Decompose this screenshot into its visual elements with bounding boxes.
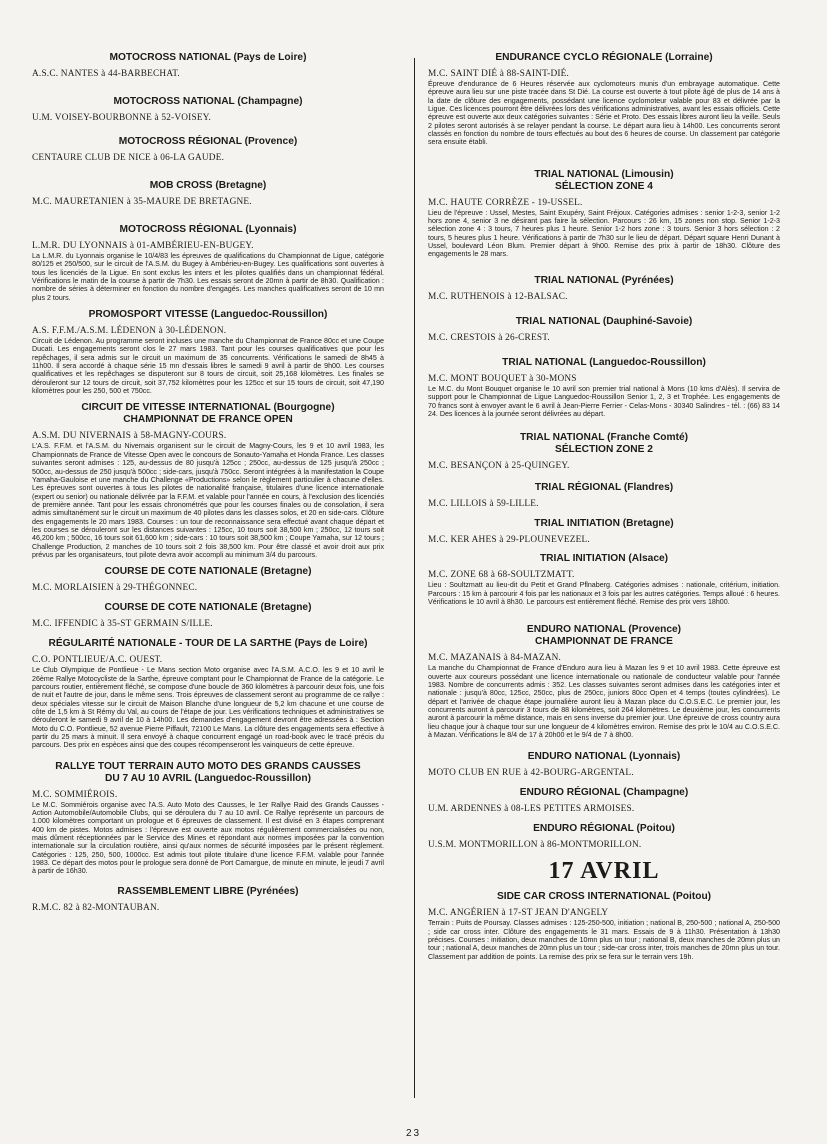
organizer-club: M.C. SAINT DIÉ à 88-SAINT-DIÉ.	[428, 69, 570, 79]
event-subtitle-line: CHAMPIONNAT DE FRANCE OPEN	[123, 414, 293, 426]
event-entry	[32, 566, 384, 593]
event-title-line: MOTOCROSS NATIONAL (Champagne)	[113, 96, 303, 107]
event-entry	[428, 787, 780, 814]
event-entry	[428, 432, 780, 471]
event-description: Terrain : Puits de Poursay. Classes admises : 125-250-500, initiation ; national B, 250-500 ; national A, 250-500 ; side car cross inter. Clôture des engagements le 31 mars. Essais de 9 à 11h30. Présentation à 13h30 précises. Courses : initiation, deux manches de 10mn plus un tour ; national B, deux manches de 20mn plus un tour ; national A, deux manches de 20mn plus un tour ; side-car cross inter, trois manches de 20mn plus un tour. Classement par addition de points. La remise des prix se fera sur le terrain vers 19h.	[428, 919, 780, 961]
event-description: Le Club Olympique de Pontlieue - Le Mans section Moto organise avec l'A.S.M. A.C.O. les 9 et 10 avril le 26ème Rallye Motocycliste de la Sarthe, épreuve comptant pour le Championnat de France de la catégorie. Le parcours routier, entièrement fléché, se compose d'une boucle de 360 kilomètres à parcourir deux fois, une fois de nuit et l'autre de jour, dans le même sens. Trois épreuves de classement seront au programme de ce rallye : deux spéciales vitesse sur le circuit de Maison Blanche d'une longueur de 5,2 km chacune et une course de côte de 1,5 km à St Rémy du Val, au cours de l'étape de jour. Les vérifications techniques et administratives se dérouleront le samedi 9 avril de 10 à 14h00. Les demandes d'engagement devront être adressées à : Section Moto du C.O. Pontlieue, 52 avenue Pierre Piffault, 72100 Le Mans. La clôture des engagements sera effective à partir du 25 mars à minuit. Il sera envoyé à chaque concurrent engagé un road-book avec le tracé précis du parcours. Des prix en espèces ainsi que des coupes récompenseront les vainqueurs de cette épreuve.	[32, 666, 384, 750]
event-title-line: CIRCUIT DE VITESSE INTERNATIONAL (Bourgogne)	[81, 402, 335, 414]
event-title-line: TRIAL NATIONAL (Pyrénées)	[534, 274, 674, 286]
event-title	[428, 52, 780, 64]
event-title-line: COURSE DE COTE NATIONALE (Bretagne)	[104, 602, 312, 614]
event-entry	[428, 751, 780, 778]
event-description: Épreuve d'endurance de 6 Heures réservée aux cyclomoteurs munis d'un embrayage automatique. Cette épreuve aura lieu sur une piste tracée dans St Dié. La course est ouverte à tout pilote âgé de plus de 14 ans à la date de clôture des engagements, possédant une licence cyclomoteur valable pour 83 et délivrée par la Ligue. Ces licences pourront être délivrées lors des vérifications administratives, avant les essais officiels. Cette épreuve est ouverte aux deux catégories suivantes : Série et Proto. Des essais libres auront lieu la veille. Seuls 2 pilotes seront autorisés à se relayer pendant la course. Le départ aura lieu à 14h00. Les concurrents seront classés en fonction du nombre de tours effectués au bout des 6 heures de course. Un classement par catégorie sera ensuite établi.	[428, 80, 780, 147]
event-title-line: PROMOSPORT VITESSE (Languedoc-Roussillon)	[88, 309, 328, 321]
event-subtitle-line: SÉLECTION ZONE 2	[555, 444, 653, 456]
event-title-line: MOTOCROSS RÉGIONAL (Lyonnais)	[119, 224, 297, 235]
event-entry	[428, 553, 780, 606]
event-title-line: TRIAL NATIONAL (Languedoc-Roussillon)	[502, 356, 706, 368]
event-entry	[428, 169, 780, 259]
event-subtitle-line: CHAMPIONNAT DE FRANCE	[535, 636, 673, 648]
event-description: L'A.S. F.F.M. et l'A.S.M. du Nivernais organisent sur le circuit de Magny-Cours, les 9 et 10 avril 1983, les Championnats de France de Vitesse Open avec le concours de Sonauto-Yamaha et Honda France. Les classes suivantes seront admises : 125, au-dessus de 80 jusqu'à 125cc ; 250cc, au-dessus de 125 jusqu'à 250cc ; 500cc, au-dessus de 250 jusqu'à 500cc ; side-cars, jusqu'à 750cc. Seront intégrées à la manifestation la Coupe Yamaha-Gauloise et une manche du Challenge «Productions» selon le règlement particulier à chacune d'elles. Les épreuves sont ouvertes à tous les pilotes de nationalité française, titulaires d'une licence internationale (expert ou senior) ou nationale délivrée par la F.F.M. et valable pour l'année en cours, à l'exclusion des licenciés de première année. Tant pour les essais chronométrés que pour les courses finales ou de consolation, il sera admis simultanément sur le circuit un maximum de 40 pilotes dans les classes solos, et 20 en side-cars. Clôture des engagements le 20 mars 1983. Courses : un tour de reconnaissance sera effectué avant chaque départ et les courses se dérouleront sur les distances suivantes : 125cc, 10 tours soit 38,500 km ; 250cc, 12 tours soit 46,200 km ; 500cc, 16 tours soit 61,600 km ; side-cars : 10 tours soit 38,500 km ; Coupe Yamaha, sur 12 tours ; Challenge Production, 2 manches de 10 tours soit 2 fois 38,500 km. Pour être classé et avoir droit aux prix prévus par les organisateurs, tout pilote devra avoir accompli au minimum 3/4 du parcours.	[32, 442, 384, 559]
event-title-line: ENDURO NATIONAL (Lyonnais)	[527, 751, 681, 763]
event-title-line: MOB CROSS (Bretagne)	[149, 180, 267, 191]
event-entry	[32, 224, 384, 302]
event-title	[428, 275, 780, 287]
event-entry	[32, 96, 384, 123]
organizer-club: U.M. ARDENNES à 08-LES PETITES ARMOISES.	[428, 804, 635, 815]
event-entry	[428, 823, 780, 850]
organizer-club: M.C. MONT BOUQUET à 30-MONS	[428, 373, 577, 384]
event-title	[428, 624, 780, 648]
event-title	[32, 602, 384, 614]
event-title-line: MOTOCROSS NATIONAL (Pays de Loire)	[109, 52, 307, 63]
organizer-club: M.C. MORLAISIEN à 29-THÉGONNEC.	[32, 583, 198, 594]
event-title-line: TRIAL RÉGIONAL (Flandres)	[534, 482, 674, 494]
event-description: Circuit de Lédenon. Au programme seront incluses une manche du Championnat de France 80cc et une Coupe Ducati. Les engagements seront clos le 27 mars 1983. Tant pour les courses qualificatives que pour les repêchages, il sera admis sur le circuit un maximum de 35 concurrents. Vérifications le samedi de 8h45 à 11h00. Il sera accordé à chaque série 15 mn d'essais libres le samedi 9 avril à partir de 9h00. Les courses qualificatives et les repêchages se disputeront sur 8 tours de circuit, soit 25,168 kilomètres. Les finales se dérouleront sur 12 tours de circuit, soit 37,752 kilomètres pour les 125cc et sur 15 tours de circuit, soit 47,190 kilomètres pour les 250, 500 et 750cc.	[32, 337, 384, 396]
column-divider	[414, 58, 415, 1098]
event-title-line: ENDURO RÉGIONAL (Champagne)	[519, 787, 689, 799]
organizer-club: M.C. KER AHES à 29-PLOUNEVEZEL.	[428, 535, 590, 546]
event-title-line: TRIAL NATIONAL (Franche Comté)	[519, 432, 689, 444]
event-title	[32, 136, 384, 148]
organizer-club: U.S.M. MONTMORILLON à 86-MONTMORILLON.	[428, 840, 642, 851]
event-title	[428, 823, 780, 835]
organizer-club: M.C. MAZANAIS à 84-MAZAN.	[428, 653, 562, 664]
organizer-club: CENTAURE CLUB DE NICE à 06-LA GAUDE.	[32, 153, 225, 163]
event-title	[428, 553, 780, 565]
event-title	[32, 402, 384, 426]
event-entry	[428, 357, 780, 418]
left-column	[32, 52, 384, 921]
event-title	[428, 482, 780, 494]
event-description: Le M.C. du Mont Bouquet organise le 10 avril son premier trial national à Mons (10 kms d'Alès). Il servira de support pour le Championnat de Ligue Languedoc-Roussillon Senior 1, 2, 3 et Trophée. Les engagements de 70 francs sont à envoyer avant le 6 avril à Jean-Pierre Ferrier - Celas-Mons - 30340 Salindres - tél. : (66) 83 14 24. Des licences à la journée seront délivrées au départ.	[428, 384, 780, 418]
event-title	[32, 180, 384, 192]
organizer-club: A.S.M. DU NIVERNAIS à 58-MAGNY-COURS.	[32, 431, 227, 442]
event-title	[428, 432, 780, 456]
event-title	[32, 96, 384, 108]
organizer-club: M.C. LILLOIS à 59-LILLE.	[428, 499, 539, 510]
organizer-club: M.C. CRESTOIS à 26-CREST.	[428, 332, 550, 343]
event-title	[428, 169, 780, 193]
event-entry	[428, 518, 780, 545]
organizer-club: A.S.C. NANTES à 44-BARBECHAT.	[32, 69, 180, 79]
event-title-line: ENDURANCE CYCLO RÉGIONALE (Lorraine)	[495, 52, 713, 63]
organizer-club: M.C. IFFENDIC à 35-ST GERMAIN S/ILLE.	[32, 619, 213, 630]
event-entry	[428, 52, 780, 147]
event-title-line: TRIAL INITIATION (Bretagne)	[534, 518, 674, 530]
event-title	[428, 751, 780, 763]
event-title-line: TRIAL NATIONAL (Limousin)	[534, 168, 674, 180]
event-entry	[428, 482, 780, 509]
organizer-club: R.M.C. 82 à 82-MONTAUBAN.	[32, 902, 160, 913]
event-entry	[32, 761, 384, 876]
organizer-club: L.M.R. DU LYONNAIS à 01-AMBÉRIEU-EN-BUGEY.	[32, 241, 254, 251]
organizer-club: M.C. SOMMIÉROIS.	[32, 789, 118, 800]
event-entry	[428, 316, 780, 343]
event-title-line: MOTOCROSS RÉGIONAL (Provence)	[118, 136, 298, 147]
event-entry	[32, 886, 384, 913]
event-description: Lieu de l'épreuve : Ussel, Mestes, Saint Exupéry, Saint Fréjoux. Catégories admises : senior 1-2-3, senior 1-2 hors zone 4, senior 3 ne désirant pas faire la sélection. Parcours : 26 km, 15 zones non stop. Senior 1-2-3 sélection zone 4 : 3 tours, 7 heures plus 1 heure. Senior 1-2 hors zone : 3 tours. Senior 3 hors sélection : 2 tours, 5 heures plus 1 heure. Vérifications à partir de 7h30 sur le lieu de départ. Départ square Henri Dunant à Ussel, boulevard Léon Blum. Premier départ à 9h00. Remise des prix à partir de 18h30. Clôture des engagements le 28 mars.	[428, 208, 780, 259]
right-column	[428, 52, 780, 961]
event-entry	[32, 638, 384, 749]
event-description: Le M.C. Sommiérois organise avec l'A.S. Auto Moto des Causses, le 1er Rallye Raid des Grands Causses - Action Automobile/Automobile Clubs, qui se déroulera du 7 au 10 avril. Ce Rallye représente un parcours de 1.000 kilomètres comportant un prologue et 6 épreuves de classement. Il est divisé en 3 étapes comprenant 400 km de pistes. Motos admises : l'épreuve est ouverte aux motos régulièrement commercialisées ou non, mais dûment réceptionnées par le Service des Mines et répondant aux normes imposées par la convention internationale sur la circulation routière, ainsi qu'aux normes de sécurité imposées par le présent règlement. Catégories : 125, 250, 500, 1000cc. Est admis tout pilote titulaire d'une licence F.F.M. valable pour l'année 1983. Ce départ des motos pour le prologue sera donné de Port Camargue, de minute en minute, le jeudi 7 avril à partir de 16h30.	[32, 800, 384, 876]
organizer-club: M.C. HAUTE CORRÈZE - 19-USSEL.	[428, 197, 583, 208]
event-subtitle-line: SÉLECTION ZONE 4	[555, 180, 653, 192]
event-title	[428, 316, 780, 328]
event-title-line: COURSE DE COTE NATIONALE (Bretagne)	[104, 566, 312, 578]
event-description: La manche du Championnat de France d'Enduro aura lieu à Mazan les 9 et 10 avril 1983. Cette épreuve est ouverte aux coureurs possédant une licence internationale ou nationale de conducteur valable pour l'année 1983. Nombre de concurrents admis : 352. Les classes suivantes seront admises dans les catégories inter et nationale : jusqu'à 80cc, 125cc, 250cc, plus de 250cc, juniors 80cc Open et 4 temps (toutes cylindrées). Le départ et l'arrivée de chaque étape journalière auront lieu à Mazan place du C.O.S.E.C. Le premier jour, les concurrents auront à parcourir 3 tours de 88 kilomètres, soit 264 kilomètres. Le deuxième jour, les concurrents auront à parcourir la même distance, mais en sens inverse du premier jour. Une épreuve de cross country aura lieu chaque jour à chaque tour sur une longueur de 4 kilomètres environ. Remise des prix le 10/4 au C.O.S.E.C. à Mazan. Vérifications le 8/4 de 17 à 20h00 et le 9/4 de 7 à 8h00.	[428, 664, 780, 739]
event-entry	[428, 275, 780, 302]
event-title-line: ENDURO NATIONAL (Provence)	[526, 624, 682, 636]
organizer-club: C.O. PONTLIEUE/A.C. OUEST.	[32, 655, 163, 666]
organizer-club: U.M. VOISEY-BOURBONNE à 52-VOISEY.	[32, 113, 211, 123]
event-title-line: SIDE CAR CROSS INTERNATIONAL (Poitou)	[496, 891, 712, 903]
event-entry	[32, 309, 384, 395]
organizer-club: M.C. RUTHENOIS à 12-BALSAC.	[428, 291, 568, 302]
event-entry	[32, 136, 384, 163]
event-description: Lieu : Soultzmatt au lieu-dit du Petit et Grand Pflnaberg. Catégories admises : nationale, critérium, initiation. Parcours : 15 km à parcourir 4 fois par les nationaux et 3 fois par les autres catégories. Temps alloué : 6 heures. Vérifications le 10 avril à 8h30. Le parcours est entièrement fléché. Remise des prix vers 18h00.	[428, 581, 780, 606]
organizer-club: M.C. MAURETANIEN à 35-MAURE DE BRETAGNE.	[32, 197, 252, 207]
event-title-line: TRIAL NATIONAL (Dauphiné-Savoie)	[515, 315, 693, 327]
event-title	[428, 518, 780, 530]
event-subtitle-line: DU 7 AU 10 AVRIL (Languedoc-Roussillon)	[104, 772, 312, 784]
event-entry	[428, 858, 780, 885]
event-title	[32, 309, 384, 321]
event-entry	[32, 180, 384, 207]
event-title-line: RALLYE TOUT TERRAIN AUTO MOTO DES GRANDS CAUSSES	[55, 760, 361, 772]
event-description: La L.M.R. du Lyonnais organise le 10/4/83 les épreuves de qualifications du Championnat de Ligue, catégorie 80/125 et 250/500, sur le circuit de l'A.S.M. du Bugey à Ambérieu-en-Bugey. Les qualifications sont ouvertes à tous les licenciés de la Ligue. En sont exclus les inters et les pilotes qualifiés dans un championnat fédéral. Vérifications le matin de la course à partir de 7h30. Les essais seront de 20mn à partir de 8h30. Qualification : nombre de séries à déterminer en fonction du nombre d'engagés. Les manches qualificatives seront de 10 mn plus 2 tours.	[32, 252, 384, 302]
organizer-club: A.S. F.F.M./A.S.M. LÉDENON à 30-LÉDENON.	[32, 326, 227, 337]
event-title-line: RASSEMBLEMENT LIBRE (Pyrénées)	[117, 885, 299, 897]
page-number: 23	[405, 1128, 422, 1139]
event-title	[428, 891, 780, 903]
event-entry	[428, 624, 780, 739]
event-entry	[428, 891, 780, 961]
event-title	[32, 638, 384, 650]
event-entry	[32, 52, 384, 79]
organizer-club: M.C. BESANÇON à 25-QUINGEY.	[428, 461, 570, 472]
organizer-club: M.C. ANGÉRIEN à 17-ST JEAN D'ANGELY	[428, 908, 609, 919]
event-title-line: ENDURO RÉGIONAL (Poitou)	[533, 823, 675, 835]
event-title	[32, 566, 384, 578]
event-title	[32, 52, 384, 64]
event-title	[32, 761, 384, 785]
event-title	[32, 886, 384, 898]
event-entry	[32, 602, 384, 629]
event-title	[32, 224, 384, 236]
event-title-line: RÉGULARITÉ NATIONALE - TOUR DE LA SARTHE (Pays de Loire)	[48, 638, 368, 650]
event-entry	[32, 402, 384, 559]
event-title	[428, 357, 780, 369]
organizer-club: MOTO CLUB EN RUE à 42-BOURG-ARGENTAL.	[428, 768, 634, 779]
event-title-line: TRIAL INITIATION (Alsace)	[539, 553, 669, 565]
event-title	[428, 787, 780, 799]
organizer-club: M.C. ZONE 68 à 68-SOULTZMATT.	[428, 570, 575, 581]
date-banner: 17 AVRIL	[548, 858, 660, 885]
